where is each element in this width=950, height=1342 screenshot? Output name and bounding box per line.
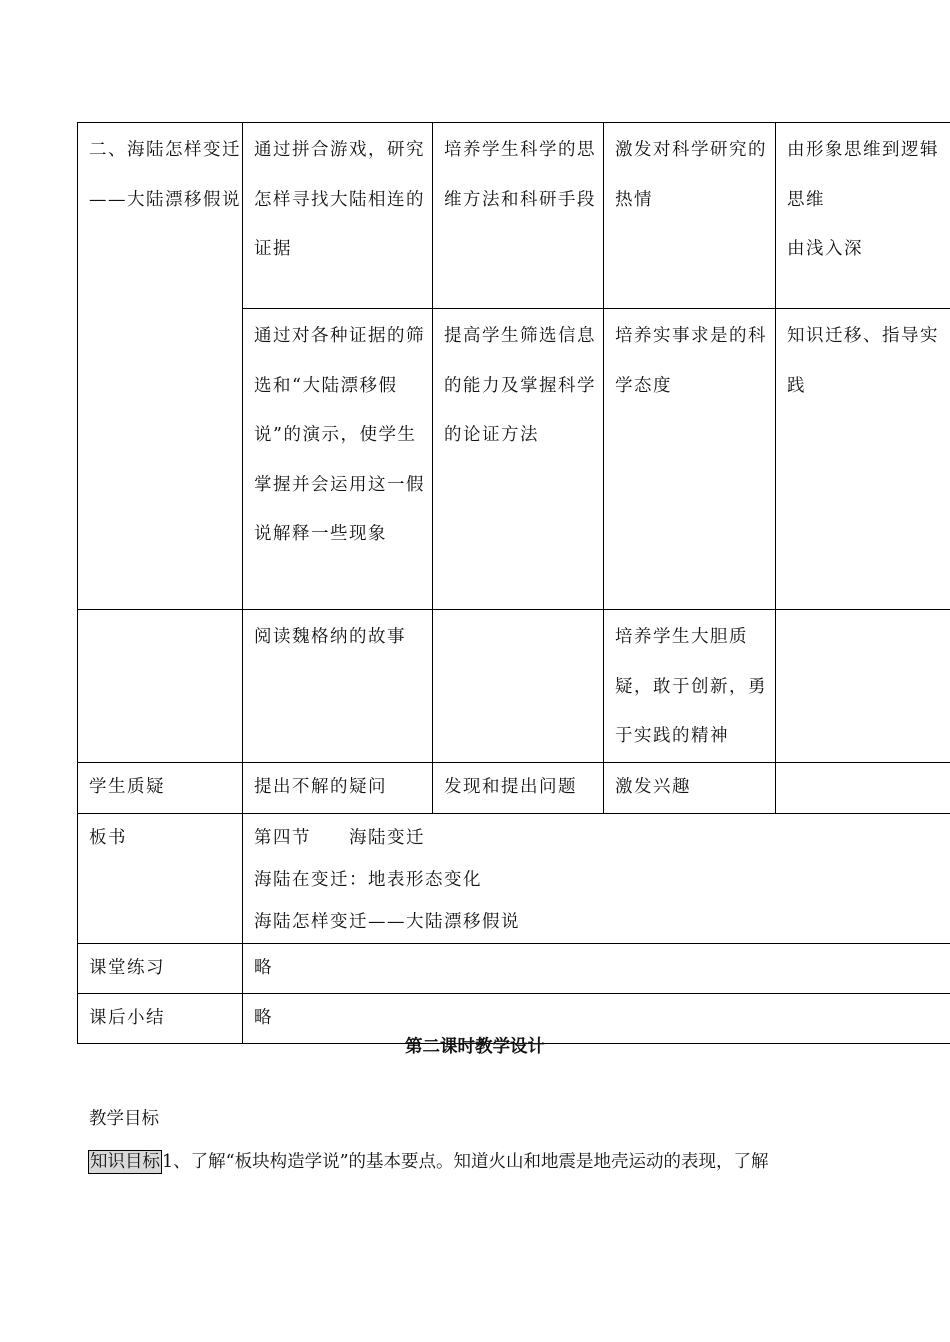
table-cell: 培养学生科学的思维方法和科研手段 (433, 123, 604, 309)
board-line: 海陆怎样变迁——大陆漂移假说 (254, 911, 520, 932)
table-cell (776, 762, 950, 813)
board-line: 海陆在变迁：地表形态变化 (254, 869, 482, 890)
table-cell: 学生质疑 (78, 762, 243, 813)
table-cell: 课堂练习 (78, 943, 243, 993)
table-cell: 略 (243, 943, 950, 993)
board-line: 第四节 海陆变迁 (254, 827, 425, 848)
section-title: 第二课时教学设计 (405, 1037, 545, 1057)
table-cell: 板书 (78, 813, 243, 943)
table-cell: 通过对各种证据的筛选和“大陆漂移假说”的演示，使学生掌握并会运用这一假说解释一些现象 (243, 309, 433, 610)
table-row (78, 943, 950, 993)
table-cell: 课后小结 (78, 993, 243, 1043)
table-cell: 阅读魏格纳的故事 (243, 610, 433, 763)
table-cell (776, 610, 950, 763)
table-cell: 激发兴趣 (604, 762, 776, 813)
table-cell (776, 123, 950, 309)
cell-text: 由形象思维到逻辑思维 (787, 140, 939, 210)
table-row (78, 610, 950, 763)
table-cell: 通过拼合游戏，研究怎样寻找大陆相连的证据 (243, 123, 433, 309)
knowledge-goal-line (88, 1150, 769, 1174)
cell-text: 由浅入深 (787, 239, 863, 259)
table-cell: 培养实事求是的科学态度 (604, 309, 776, 610)
table-cell (433, 610, 604, 763)
table-cell: 激发对科学研究的热情 (604, 123, 776, 309)
table-cell: 略 (243, 993, 950, 1043)
table-row (78, 123, 950, 309)
knowledge-goal-tag: 知识目标 (90, 1152, 160, 1172)
lesson-plan-table (77, 122, 950, 1044)
table-cell: 提出不解的疑问 (243, 762, 433, 813)
table-cell: 培养学生大胆质疑，敢于创新，勇于实践的精神 (604, 610, 776, 763)
table-cell (78, 610, 243, 763)
board-content (243, 813, 950, 943)
teaching-goals-heading: 教学目标 (89, 1109, 159, 1129)
table-row (78, 762, 950, 813)
table-cell: 知识迁移、指导实践 (776, 309, 950, 610)
table-cell: 二、海陆怎样变迁——大陆漂移假说 (78, 123, 243, 610)
knowledge-goal-text: 1、了解“板块构造学说”的基本要点。知道火山和地震是地壳运动的表现，了解 (162, 1152, 769, 1172)
table-cell: 发现和提出问题 (433, 762, 604, 813)
table-row (78, 813, 950, 943)
table-cell: 提高学生筛选信息的能力及掌握科学的论证方法 (433, 309, 604, 610)
